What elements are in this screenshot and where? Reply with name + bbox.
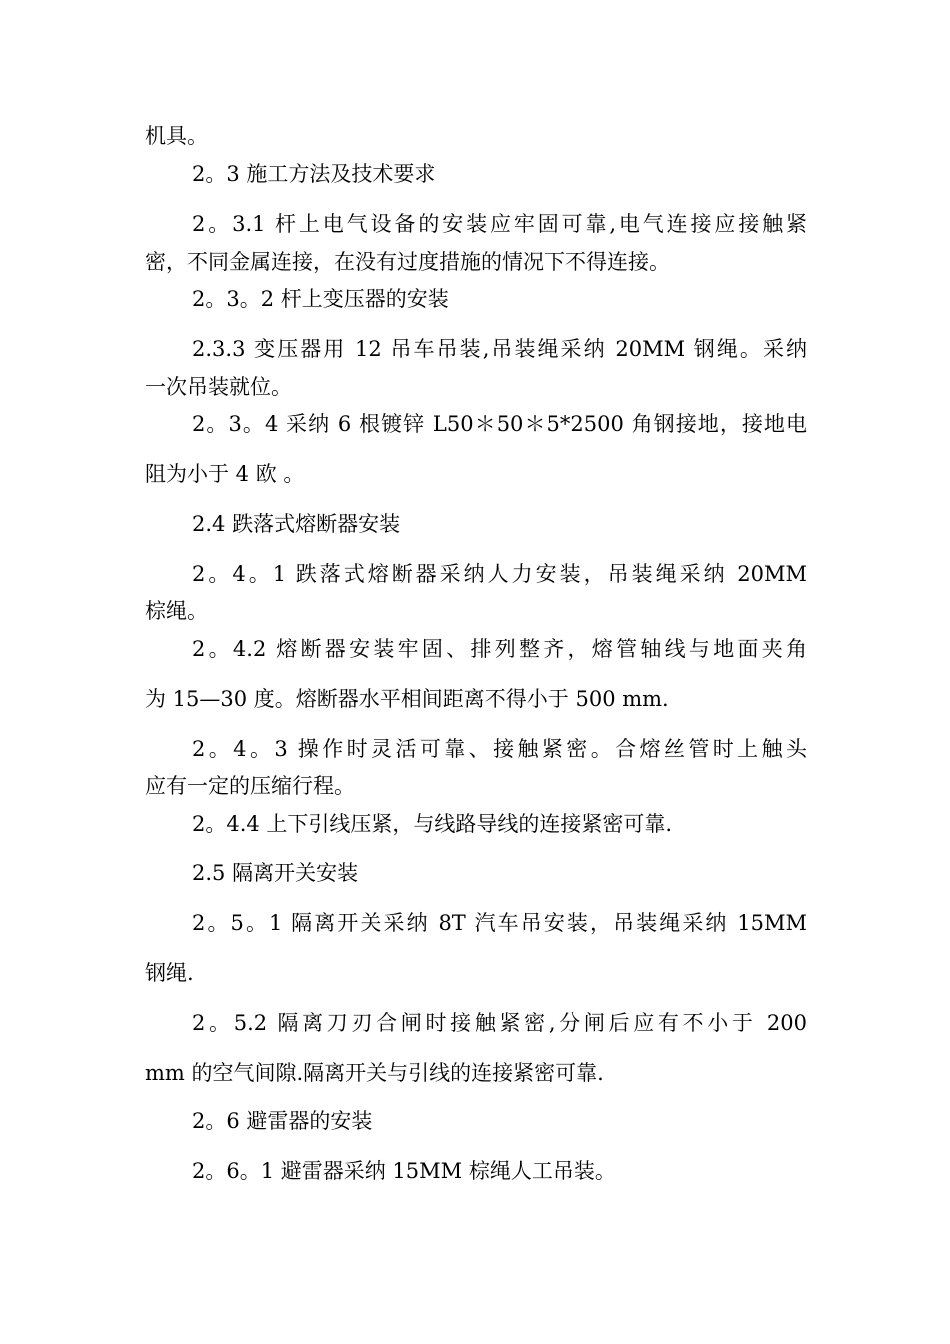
text-line: 2。4。1 跌落式熔断器采纳人力安装，吊装绳采纳 20MM [192,562,807,586]
subsection-heading: 2。3。2 杆上变压器的安装 [192,287,449,311]
section-heading: 2.4 跌落式熔断器安装 [192,512,401,536]
text-line: 2。5。1 隔离开关采纳 8T 汽车吊安装，吊装绳采纳 15MM [192,911,807,935]
text-line: 钢绳. [145,961,194,985]
text-line: 一次吊装就位。 [145,375,292,399]
text-line: mm 的空气间隙.隔离开关与引线的连接紧密可靠. [145,1061,604,1085]
text-line: 2。3。4 采纳 6 根镀锌 L50＊50＊5*2500 角钢接地，接地电 [192,412,807,436]
section-heading: 2.5 隔离开关安装 [192,861,359,885]
text-line: 密，不同金属连接，在没有过度措施的情况下不得连接。 [145,250,670,274]
text-line: 2.3.3 变压器用 12 吊车吊装,吊装绳采纳 20MM 钢绳。采纳 [192,337,807,361]
text-line: 应有一定的压缩行程。 [145,774,355,798]
text-line: 2。4。3 操作时灵活可靠、接触紧密。合熔丝管时上触头 [192,737,807,761]
text-line: 为 15—30 度。熔断器水平相间距离不得小于 500 mm. [145,687,669,711]
text-line: 阻为小于 4 欧 。 [145,462,305,486]
text-line: 2。4.2 熔断器安装牢固、排列整齐，熔管轴线与地面夹角 [192,637,807,661]
text-line: 机具。 [145,124,208,148]
section-heading: 2。6 避雷器的安装 [192,1109,373,1133]
text-line: 2。3.1 杆上电气设备的安装应牢固可靠,电气连接应接触紧 [192,212,807,236]
section-heading: 2。3 施工方法及技术要求 [192,162,436,186]
text-line: 2。6。1 避雷器采纳 15MM 棕绳人工吊装。 [192,1159,616,1183]
text-line: 2。4.4 上下引线压紧，与线路导线的连接紧密可靠. [192,812,673,836]
text-line: 2。5.2 隔离刀刃合闸时接触紧密,分闸后应有不小于 200 [192,1011,807,1035]
text-line: 棕绳。 [145,599,208,623]
